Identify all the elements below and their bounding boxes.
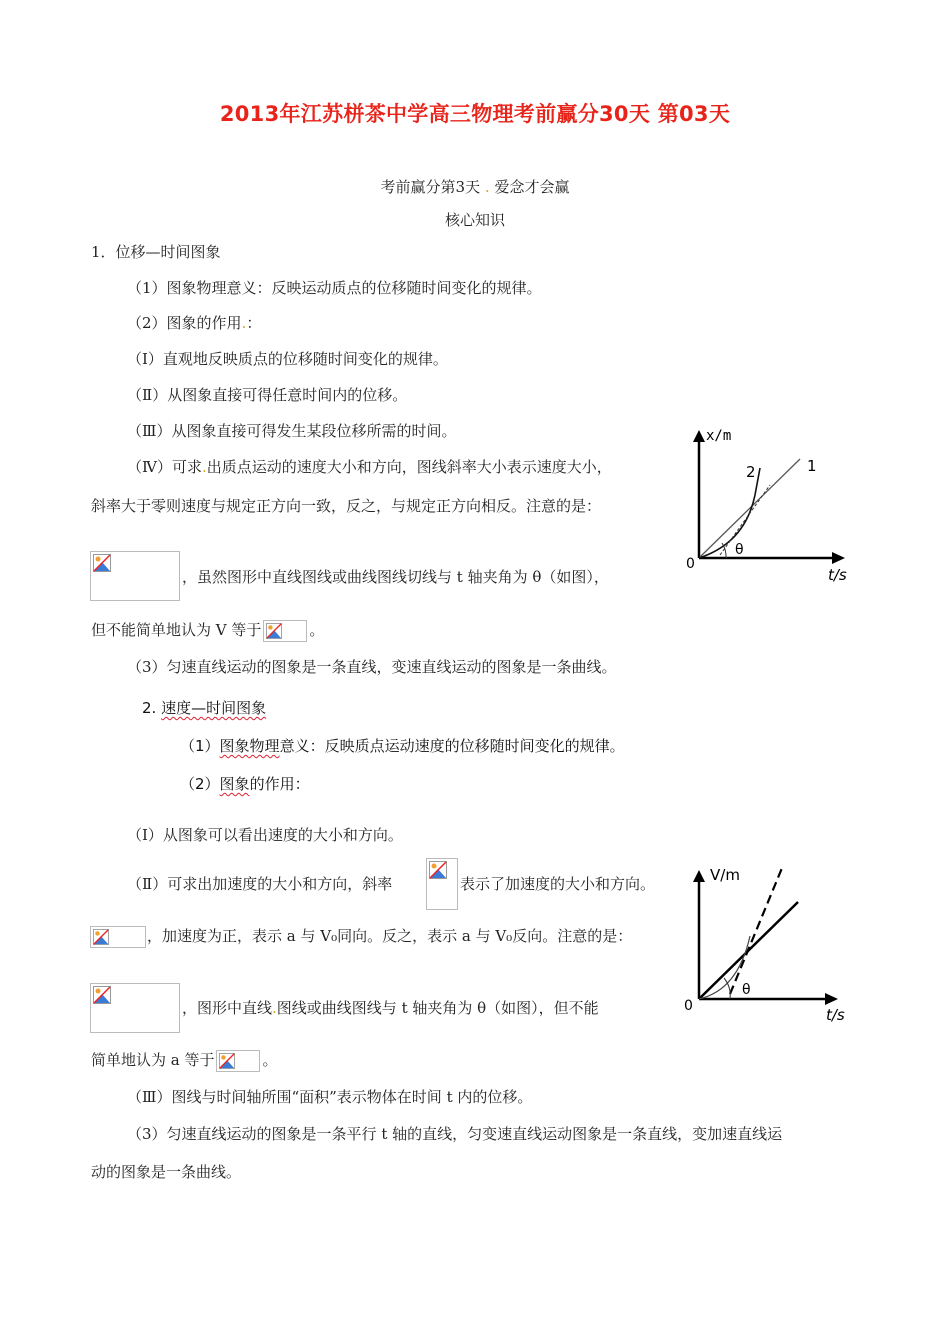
s2-p2-a: （2） — [180, 775, 220, 793]
s1-p9 — [91, 620, 324, 642]
s1-p9-b: 。 — [309, 621, 325, 639]
s2-p1-wavy: 图象物理 — [219, 737, 280, 755]
s2-p6-a: ，图形中直线 — [182, 999, 273, 1017]
fig1-y-label: x/m — [706, 428, 732, 444]
formula-image-2 — [90, 926, 146, 948]
s1-p2 — [127, 313, 261, 333]
s2-p6 — [182, 998, 599, 1018]
s1-p2-b: ： — [246, 314, 262, 332]
broken-image-icon — [90, 983, 180, 1033]
s1-heading: 1．位移—时间图象 — [91, 243, 221, 261]
s1-p7: 斜率大于零则速度与规定正方向一致，反之，与规定正方向相反。注意的是： — [91, 497, 602, 515]
fig2-origin: 0 — [684, 998, 693, 1014]
s2-p2 — [180, 773, 310, 794]
s1-p3: （Ⅰ）直观地反映质点的位移随时间变化的规律。 — [127, 350, 448, 368]
fig2-theta: θ — [742, 982, 751, 998]
broken-image-icon — [90, 551, 180, 601]
s1-p2-dot: . — [241, 314, 247, 332]
fig2-x-arrow — [825, 993, 838, 1005]
s2-heading-num: 2. — [142, 699, 157, 717]
fig2-x-label: t/s — [826, 1006, 845, 1024]
fig1-theta: θ — [735, 542, 744, 558]
s2-p6-dot: . — [272, 999, 277, 1017]
fig1-curve-2 — [699, 468, 760, 558]
broken-image-icon — [426, 858, 458, 910]
s2-p8: （Ⅲ）图线与时间轴所围“面积”表示物体在时间 t 内的位移。 — [127, 1088, 533, 1106]
s2-p5: ，加速度为正，表示 a 与 V₀同向。反之，表示 a 与 V₀反向。注意的是： — [147, 927, 633, 945]
formula-image-3 — [90, 983, 180, 1033]
s1-p6-dot: . — [202, 458, 207, 476]
s1-p4: （Ⅱ）从图象直接可得任意时间内的位移。 — [127, 386, 408, 404]
s2-p1-b: 意义：反映质点运动速度的位移随时间变化的规律。 — [279, 737, 625, 755]
s1-p8: ，虽然图形中直线图线或曲线图线切线与 t 轴夹角为 θ（如图）， — [182, 568, 609, 586]
fig1-label-1: 1 — [807, 457, 817, 475]
s2-p1-a: （1） — [180, 737, 220, 755]
s2-p2-b: 的作用： — [249, 775, 310, 793]
s1-p6 — [127, 457, 612, 477]
page-title: 2013年江苏栟茶中学高三物理考前赢分30天 第03天 — [219, 102, 731, 126]
s2-heading-text: 速度—时间图象 — [161, 699, 267, 717]
figure-xt-graph — [680, 425, 860, 585]
fig2-y-arrow — [693, 870, 705, 882]
s2-p9: （3）匀速直线运动的图象是一条平行 t 轴的直线，匀变速直线运动图象是一条直线，变加速直线运 — [127, 1125, 783, 1143]
s1-p6-a: （Ⅳ）可求 — [127, 458, 202, 476]
fig1-x-arrow — [832, 552, 845, 564]
subtitle-dot: . — [484, 178, 490, 196]
s2-p4-b: 表示了加速度的大小和方向。 — [460, 875, 656, 893]
s2-p1 — [180, 735, 625, 756]
fig2-y-label: V/m — [710, 866, 740, 884]
formula-image-slope — [426, 858, 458, 910]
subtitle-tail: 爱念才会赢 — [494, 178, 570, 196]
s1-p2-a: （2）图象的作用 — [127, 314, 242, 332]
formula-image-1 — [90, 551, 180, 601]
broken-image-icon — [263, 620, 307, 642]
fig1-y-arrow — [693, 430, 705, 442]
s1-p9-a: 但不能简单地认为 V 等于 — [91, 621, 262, 639]
s2-p7 — [91, 1050, 278, 1072]
fig1-origin: 0 — [686, 556, 695, 572]
fig1-x-label: t/s — [828, 566, 847, 584]
s2-p10: 动的图象是一条曲线。 — [91, 1163, 242, 1181]
s2-p4-a: （Ⅱ）可求出加速度的大小和方向，斜率 — [127, 875, 393, 893]
subtitle-text: 考前赢分第3天 — [380, 178, 481, 196]
s1-p5: （Ⅲ）从图象直接可得发生某段位移所需的时间。 — [127, 422, 457, 440]
section-heading: 核心知识 — [444, 211, 505, 229]
broken-image-icon — [216, 1050, 260, 1072]
fig1-label-2: 2 — [746, 463, 756, 481]
subtitle — [0, 176, 950, 197]
s2-p3: （Ⅰ）从图象可以看出速度的大小和方向。 — [127, 826, 403, 844]
fig2-dashed-line — [730, 868, 782, 994]
s2-heading — [142, 697, 266, 718]
s2-p7-b: 。 — [262, 1051, 278, 1069]
s1-p1: （1）图象物理意义：反映运动质点的位移随时间变化的规律。 — [127, 279, 542, 297]
s2-p7-a: 简单地认为 a 等于 — [91, 1051, 215, 1069]
s1-p6-b: 出质点运动的速度大小和方向，图线斜率大小表示速度大小， — [206, 458, 612, 476]
s2-p2-wavy: 图象 — [219, 775, 250, 793]
broken-image-icon — [90, 926, 146, 948]
s2-p4 — [127, 874, 392, 894]
s1-p10: （3）匀速直线运动的图象是一条直线，变速直线运动的图象是一条曲线。 — [127, 658, 617, 676]
s2-p6-b: 图线或曲线图线与 t 轴夹角为 θ（如图），但不能 — [276, 999, 599, 1017]
figure-vt-graph — [680, 858, 860, 1028]
